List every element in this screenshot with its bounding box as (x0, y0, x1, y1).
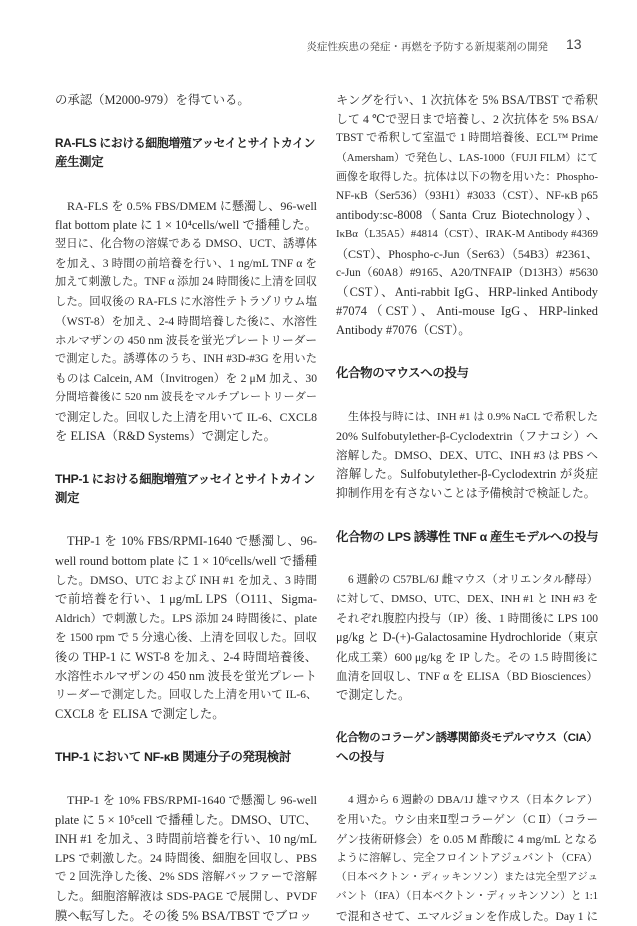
paragraph (55, 791, 317, 925)
text-line: antibody:sc-8008（Santa Cruz Biotechnology）、 (336, 208, 598, 223)
text-line: を加え、3 時間の前培養を行い、1 ng/mL TNF α を (55, 257, 317, 271)
section-gap (336, 504, 598, 528)
text-line: 4 週から 6 週齢の DBA/1J 雄マウス（日本クレア） (348, 794, 598, 807)
text-line: ホルマザンの 450 nm 波長を蛍光プレートリーダー (55, 333, 317, 347)
text-line: （CST）、Phospho-c-Jun（Ser63）（54B3）#2361、 (336, 246, 598, 261)
text-line: ゲン技術研修会）を 0.05 M 酢酸に 4 mg/mL となる (336, 832, 598, 846)
text-line: 膜へ転写した。その後 5% BSA/TBST でブロッ (55, 908, 312, 923)
text-line: で測定した。誘導体のうち、INH #3D-#3G を用いた (55, 353, 317, 366)
section-gap (336, 384, 598, 408)
text-line: TBST で希釈して室温で 1 時間培養後、ECL™ Prime (336, 132, 598, 145)
text-line: （Amersham）で発色し、LAS-1000（FUJI FILM）にて (336, 151, 598, 164)
section-gap (55, 508, 317, 532)
text-line: 産生測定 (55, 155, 104, 170)
section-gap (336, 547, 598, 571)
text-line: 画像を取得した。抗体は以下の物を用いた：Phospho- (336, 170, 598, 183)
paragraph (55, 91, 317, 110)
paragraph (55, 197, 317, 446)
text-line: を ELISA（R&D Systems）で測定した。 (55, 428, 276, 443)
paragraph (336, 408, 598, 504)
left-column (55, 91, 317, 926)
text-line: 溶解した。Sulfobutylether-β-Cyclodextrin が炎症 (336, 467, 598, 482)
text-line: INH #1 を加え、3 時間前培養を行い、10 ng/mL (55, 831, 317, 846)
section-gap (336, 767, 598, 791)
text-line: （CST）、Anti-rabbit IgG、HRP-linked Antibody (336, 284, 598, 299)
text-line: キングを行い、1 次抗体を 5% BSA/TBST で希釈 (336, 93, 598, 107)
running-header: 炎症性疾患の発症・再燃を予防する新規薬剤の開発 (306, 42, 548, 53)
right-column (336, 91, 598, 926)
text-line: した。回収後の RA-FLS に水溶性テトラゾリウム塩 (55, 295, 317, 308)
text-line: を用いた。ウシ由来Ⅱ型コラーゲン（C Ⅱ）（コラー (336, 813, 598, 826)
text-line: バント（IFA）（日本ベクトン・ディッキンソン）と 1:1 (336, 891, 598, 903)
text-line: への投与 (336, 750, 385, 765)
section-heading (336, 729, 598, 767)
text-line: #7074（CST）、Anti-mouse IgG、HRP-linked (336, 304, 598, 319)
text-line: well round bottom plate に 1 × 10⁶cells/well で播種 (55, 553, 317, 568)
text-line: で測定した。回収した上清を用いて IL-6、CXCL8 (55, 409, 317, 424)
text-line: 溶解した。DMSO、DEX、UTC、INH #3 は PBS へ (336, 449, 598, 462)
text-line: 化合物のマウスへの投与 (336, 366, 469, 381)
section-gap (55, 446, 317, 470)
text-line: それぞれ腹腔内投与（IP）後、1 時間後に LPS 100 (336, 612, 598, 626)
section-heading (336, 364, 598, 383)
text-line: NF-κB（Ser536）（93H1）#3033（CST）、NF-κB p65 (336, 189, 598, 202)
section-gap (55, 767, 317, 791)
text-line: ものは Calcein, AM（Invitrogen）を 2 μM 加え、30 (55, 372, 317, 386)
paragraph (336, 91, 598, 340)
text-line: THP-1 を 10% FBS/RPMI-1640 で懸濁し、96- (67, 534, 317, 549)
text-line: 化合物のコラーゲン誘導関節炎モデルマウス（CIA） (336, 732, 598, 745)
text-line: 分間培養後に 520 nm 波長をマルチプレートリーダー (55, 391, 317, 404)
text-line: で前培養を行い、1 μg/mL LPS（O111、Sigma- (55, 591, 317, 606)
text-line: 加えて刺激した。TNF α 添加 24 時間後に上清を回収 (55, 276, 317, 289)
text-line: 後の THP-1 に WST-8 を加え、2-4 時間培養後、 (55, 649, 317, 664)
paragraph (336, 791, 598, 925)
text-line: 6 週齢の C57BL/6J 雌マウス（オリエンタル酵母） (348, 573, 598, 586)
text-line: IκBα（L35A5）#4814（CST）、IRAK-M Antibody #4369 (336, 228, 598, 241)
text-line: リーダーで測定した。回収した上清を用いて IL-6、 (55, 688, 318, 701)
text-line: Antibody #7076（CST）。 (336, 323, 471, 338)
text-line: CXCL8 を ELISA で測定した。 (55, 707, 225, 722)
section-gap (336, 705, 598, 729)
text-line: （WST-8）を加え、2-4 時間培養した後に、水溶性 (55, 314, 317, 328)
text-line: 血清を回収し、TNF α を ELISA（BD Biosciences） (336, 669, 598, 683)
text-line: 水溶性ホルマザンの 450 nm 波長を蛍光プレート (55, 668, 317, 683)
text-line: 化合物の LPS 誘導性 TNF α 産生モデルへの投与 (336, 529, 599, 544)
page-number: 13 (566, 36, 582, 52)
text-line: THP-1 における細胞増殖アッセイとサイトカイン (55, 472, 315, 486)
text-line: の承認（M2000-979）を得ている。 (55, 93, 250, 107)
text-line: を 1500 rpm で 5 分遠心後、上清を回収した。回収 (55, 631, 317, 645)
text-line: μg/kg と D-(+)-Galactosamine Hydrochloride（東京 (336, 630, 598, 645)
text-line: 生体投与時には、INH #1 は 0.9% NaCL で希釈した (348, 410, 598, 423)
text-line: ように溶解し、完全フロイントアジュバント（CFA） (336, 852, 598, 864)
section-heading (55, 748, 317, 767)
text-line: plate に 5 × 10⁵cell で播種した。DMSO、UTC、 (55, 812, 317, 827)
text-line: 化成工業）600 μg/kg を IP した。その 1.5 時間後に (336, 650, 598, 664)
section-gap (55, 110, 317, 134)
text-line: Aldrich）で刺激した。LPS 添加 24 時間後に、plate (55, 612, 317, 626)
text-line: 20% Sulfobutylether-β-Cyclodextrin（フナコシ）へ (336, 428, 598, 443)
text-line: 抑制作用を有さないことは予備検討で検証した。 (336, 486, 596, 501)
text-line: して 4 ℃で翌日まで培養し、2 次抗体を 5% BSA/ (336, 112, 598, 127)
text-line: RA-FLS を 0.5% FBS/DMEM に懸濁し、96-well (67, 198, 317, 213)
section-gap (55, 173, 317, 197)
text-line: flat bottom plate に 1 × 10⁴cells/well で播種した。 (55, 217, 317, 232)
text-line: した。DMSO、UTC および INH #1 を加え、3 時間 (55, 573, 317, 587)
text-line: THP-1 を 10% FBS/RPMI-1640 で懸濁し 96-well (67, 793, 317, 808)
text-line: した。細胞溶解液は SDS-PAGE で展開し、PVDF (55, 889, 317, 904)
section-heading (55, 134, 317, 172)
text-line: で混和させて、エマルジョンを作成した。Day 1 に (336, 909, 599, 923)
text-line: 翌日に、化合物の溶媒である DMSO、UCT、誘導体 (55, 237, 317, 250)
text-line: で 2 回洗浄した後、2% SDS 溶解バッファーで溶解 (55, 871, 317, 884)
section-heading (55, 470, 317, 508)
section-gap (336, 340, 598, 364)
text-line: RA-FLS における細胞増殖アッセイとサイトカイン (55, 136, 316, 151)
paragraph (55, 532, 317, 724)
section-heading (336, 528, 598, 547)
paragraph (336, 571, 598, 705)
text-line: に対して、DMSO、UTC、DEX、INH #1 と INH #3 を (336, 592, 598, 605)
text-line: 測定 (55, 491, 80, 506)
text-line: THP-1 において NF-κB 関連分子の発現検討 (55, 750, 291, 765)
text-line: LPS で刺激した。24 時間後、細胞を回収し、PBS (55, 851, 317, 865)
text-line: （日本ベクトン・ディッキンソン）または完全型アジュ (336, 872, 598, 884)
text-line: c-Jun（60A8）#9165、A20/TNFAIP（D13H3）#5630 (336, 266, 598, 279)
text-line: で測定した。 (336, 687, 411, 702)
section-gap (55, 724, 317, 748)
